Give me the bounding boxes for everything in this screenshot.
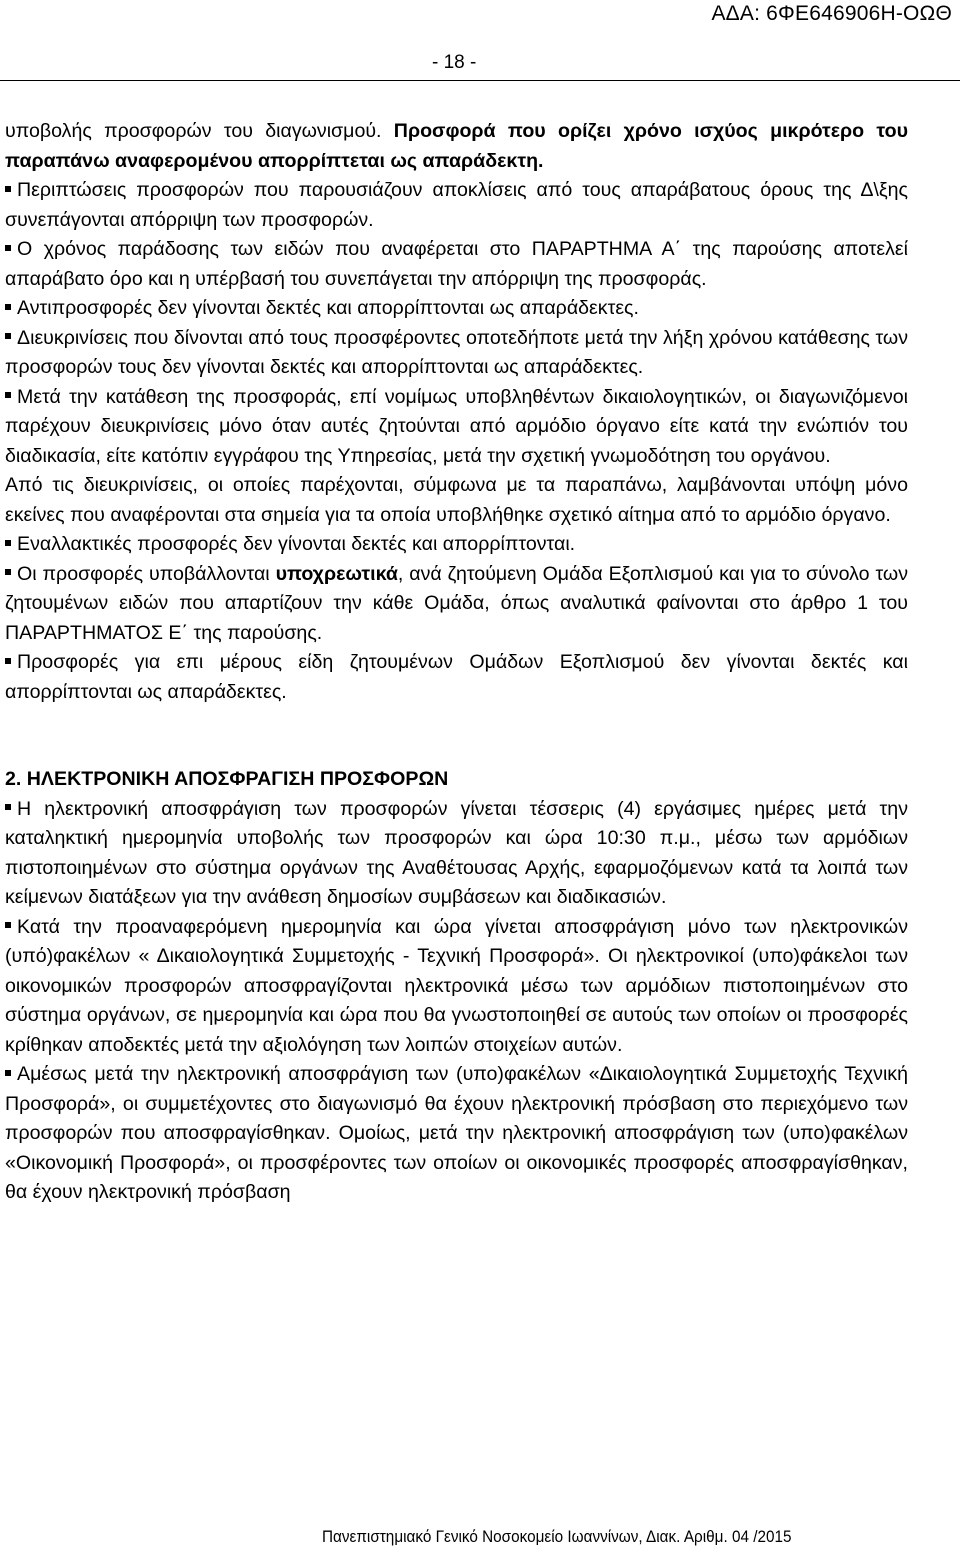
document-body [5, 117, 908, 1208]
bullet-square-icon [5, 540, 11, 546]
bullet-square-icon [5, 922, 11, 928]
bullet-square-icon [5, 333, 11, 339]
bullet-item: Εναλλακτικές προσφορές δεν γίνονται δεκτές και απορρίπτονται. [5, 530, 908, 560]
paragraph-1: υποβολής προσφορών του διαγωνισμού. Προσφορά που ορίζει χρόνο ισχύος μικρότερο του παραπάνω αναφερομένου απορρίπτεται ως απαράδεκτη. [5, 120, 908, 172]
bold-word: υποχρεωτικά [275, 562, 398, 585]
bold-clause: Προσφορά που ορίζει χρόνο ισχύος μικρότερο του παραπάνω αναφερομένου απορρίπτεται ως απαράδεκτη. [5, 120, 908, 172]
bullet-square-icon [5, 1070, 11, 1076]
ada-code: ΑΔΑ: 6ΦΕ646906Η-ΟΩΘ [711, 2, 952, 25]
page-number: - 18 - [432, 52, 477, 73]
paragraph-clarifications: Από τις διευκρινίσεις, οι οποίες παρέχονται, σύμφωνα με τα παραπάνω, λαμβάνονται υπόψη μόνο εκείνες που αναφέρονται στα σημεία για τα οποία υποβλήθηκε σχετικό αίτημα από το αρμόδιο όργανο. [5, 474, 908, 526]
header-divider [0, 80, 960, 81]
bullet-item: Διευκρινίσεις που δίνονται από τους προσφέροντες οποτεδήποτε μετά την λήξη χρόνου κατάθεσης των προσφορών τους δεν γίνονται δεκτές και απορρίπτονται ως απαράδεκτες. [5, 326, 908, 378]
bullet-item: Οι προσφορές υποβάλλονται υποχρεωτικά, ανά ζητούμενη Ομάδα Εξοπλισμού και για το σύνολο των ζητουμένων ειδών που απαρτίζουν την κάθε Ομάδα, όπως αναλυτικά φαίνονται στο άρθρο 1 του ΠΑΡΑΡΤΗΜΑΤΟΣ Ε΄ της παρούσης. [5, 562, 909, 644]
bullet-square-icon [5, 304, 11, 310]
bullet-item: Ο χρόνος παράδοσης των ειδών που αναφέρεται στο ΠΑΡΑΡΤΗΜΑ Α΄ της παρούσης αποτελεί απαράβατο όρο και η υπέρβασή του συνεπάγεται την απόρριψη της προσφοράς. [5, 238, 908, 290]
section-heading: 2. ΗΛΕΚΤΡΟΝΙΚΗ ΑΠΟΣΦΡΑΓΙΣΗ ΠΡΟΣΦΟΡΩΝ [5, 768, 449, 790]
bullet-square-icon [5, 804, 11, 810]
bullet-item: Προσφορές για επι μέρους είδη ζητουμένων Ομάδων Εξοπλισμού δεν γίνονται δεκτές και απορρίπτονται ως απαράδεκτες. [5, 651, 908, 703]
bullet-item: Αμέσως μετά την ηλεκτρονική αποσφράγιση των (υπο)φακέλων «Δικαιολογητικά Συμμετοχής Τεχνική Προσφορά», οι συμμετέχοντες στο διαγωνισμό θα έχουν ηλεκτρονική πρόσβαση στο περιεχόμενο των προσφορών που αποσφραγίσθηκαν. Ομοίως, μετά την ηλεκτρονική αποσφράγιση των (υπο)φακέλων «Οικονομική Προσφορά», οι προσφέροντες των οποίων οι οικονομικές προσφορές αποσφραγίσθηκαν, θα έχουν ηλεκτρονική πρόσβαση [5, 1063, 908, 1203]
bullet-square-icon [5, 392, 11, 398]
bullet-item: Μετά την κατάθεση της προσφοράς, επί νομίμως υποβληθέντων δικαιολογητικών, οι διαγωνιζόμενοι παρέχουν διευκρινίσεις μόνο όταν αυτές ζητούνται από αρμόδιο όργανο είτε κατά την ενώπιόν του διαδικασία, είτε κατόπιν εγγράφου της Υπηρεσίας, μετά την σχετική γνωμοδότηση του οργάνου. [5, 385, 908, 467]
bullet-item: Αντιπροσφορές δεν γίνονται δεκτές και απορρίπτονται ως απαράδεκτες. [5, 294, 908, 324]
bullet-square-icon [5, 245, 11, 251]
bullet-item: Κατά την προαναφερόμενη ημερομηνία και ώρα γίνεται αποσφράγιση μόνο των ηλεκτρονικών (υπό)φακέλων « Δικαιολογητικά Συμμετοχής - Τεχνική Προσφορά». Οι ηλεκτρονικοί (υπο)φάκελοι των οικονομικών προσφορών αποσφραγίζονται ηλεκτρονικά μέσω των αρμόδιων πιστοποιημένων στο σύστημα οργάνων, σε ημερομηνία και ώρα που θα γνωστοποιηθεί σε αυτούς των οποίων οι προσφορές κρίθηκαν αποδεκτές μετά την αξιολόγηση των λοιπών στοιχείων αυτών. [5, 915, 908, 1056]
section-gap [5, 707, 908, 765]
bullet-square-icon [5, 569, 11, 575]
bullet-square-icon [5, 658, 11, 664]
bullet-square-icon [5, 186, 11, 192]
bullet-item: Περιπτώσεις προσφορών που παρουσιάζουν αποκλίσεις από τους απαράβατους όρους της Δ\ξης συνεπάγονται απόρριψη των προσφορών. [5, 179, 908, 231]
bullet-item: Η ηλεκτρονική αποσφράγιση των προσφορών γίνεται τέσσερις (4) εργάσιμες ημέρες μετά την καταληκτική ημερομηνία υποβολής των προσφορών και ώρα 10:30 π.μ., μέσω των αρμόδιων πιστοποιημένων στο σύστημα οργάνων της Αναθέτουσας Αρχής, εφαρμοζόμενων κατά τα λοιπά των κείμενων διατάξεων για την ανάθεση δημοσίων συμβάσεων και διαδικασιών. [5, 797, 908, 908]
page-footer: Πανεπιστημιακό Γενικό Νοσοκομείο Ιωαννίνων, Διακ. Αριθμ. 04 /2015 [322, 1527, 792, 1546]
